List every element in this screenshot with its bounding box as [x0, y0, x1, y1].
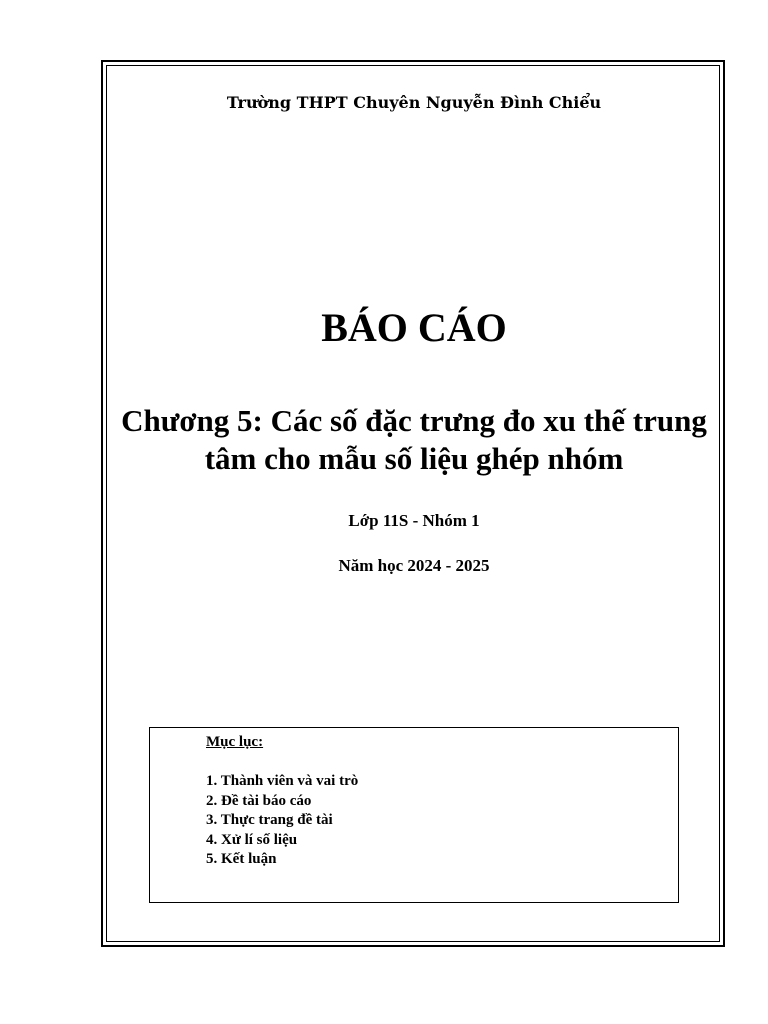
toc-item: 4. Xử lí số liệu [206, 831, 298, 848]
toc-item: 3. Thực trang đề tài [206, 812, 333, 828]
chapter-title [109, 402, 719, 478]
class-group: Lớp 11S - Nhóm 1 [348, 511, 480, 530]
toc-item: 2. Đề tài báo cáo [206, 792, 312, 809]
school-name: Trường THPT Chuyên Nguyễn Đình Chiểu [226, 93, 602, 112]
school-year: Năm học 2024 - 2025 [338, 556, 490, 575]
toc-item: 1. Thành viên và vai trò [206, 773, 359, 789]
chapter-title-line-1: Chương 5: Các số đặc trưng đo xu thế trung [121, 403, 707, 438]
report-title: BÁO CÁO [321, 305, 507, 350]
chapter-title-line-2: tâm cho mẫu số liệu ghép nhóm [204, 441, 624, 476]
toc-item: 5. Kết luận [206, 851, 277, 867]
toc-heading: Mục lục: [206, 734, 264, 750]
table-of-contents [149, 727, 679, 903]
page-border [101, 60, 725, 947]
toc-list [206, 772, 358, 870]
